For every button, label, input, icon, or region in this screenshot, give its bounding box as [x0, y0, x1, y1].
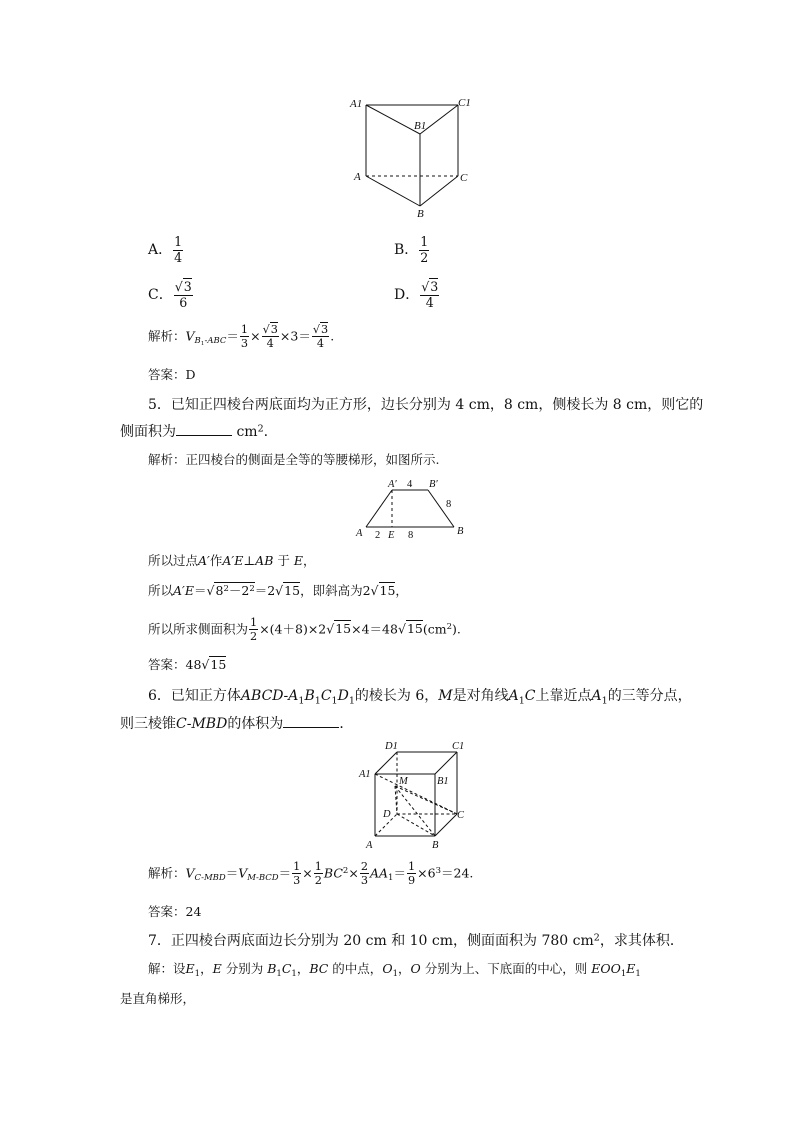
label-A1: A1	[350, 98, 363, 110]
option-d-letter: D．	[394, 287, 420, 304]
q6-answer-value: 24	[185, 904, 202, 919]
option-d: D． $\frac{√3}{4}$	[394, 279, 439, 310]
q5-analysis-label: 解析：	[148, 452, 186, 467]
q5-text-line1: 已知正四棱台两底面均为正方形，边长分别为 4 cm，8 cm，侧棱长为 8 cm，则它的	[170, 397, 704, 413]
q4-answer-label: 答案：	[148, 367, 186, 382]
option-c-denominator: 6	[179, 294, 188, 310]
q5-text-line2b: cm	[232, 424, 258, 440]
q6-question-line2: 则三棱锥C-MBD的体积为 ．	[120, 713, 353, 734]
label-A: A	[354, 171, 361, 183]
label-eight-side: 8	[446, 499, 452, 510]
q5-line3-prefix: 所以所求侧面积为	[148, 621, 249, 637]
label-D: D	[383, 809, 391, 820]
q7-solution-d: 分别为上、下底面的中心，则	[424, 961, 588, 976]
q7-solution-line2-text: 是直角梯形，	[120, 991, 196, 1006]
q7-text: 正四棱台两底面边长分别为 20 cm 和 10 cm，侧面面积为 780 cm	[170, 933, 594, 949]
q7-solution-c: 的中点，	[332, 961, 383, 976]
label-B: B	[417, 208, 424, 220]
q5-question-line2: 侧面积为 $cm^2$.	[120, 421, 268, 442]
q5-question-line1	[148, 395, 703, 415]
q6-number: 6．	[148, 688, 171, 704]
option-a-numerator: 1	[174, 234, 183, 249]
q5-line2-mid: ，即斜高为	[300, 583, 363, 598]
q6-analysis-label: 解析：	[148, 865, 186, 881]
q5-analysis-intro: 正四棱台的侧面是全等的等腰梯形，如图所示.	[185, 452, 440, 467]
label-trap-a: A	[356, 528, 363, 539]
q5-answer-value: 48	[185, 657, 202, 672]
label-e: E	[388, 530, 395, 541]
label-M: M	[399, 776, 408, 787]
q5-answer-label: 答案：	[148, 657, 186, 672]
q6-text-c: 是对角线	[452, 688, 509, 704]
q7-solution-line1: 解：设$E_1$，E 分别为 $B_1C_1$，BC 的中点，$O_1$，O 分别为上、下底面的中心，则 $EOO_1E_1$	[148, 961, 641, 979]
q6-analysis: 解析：$V_{C-MBD}=V_{M-BCD}=$ $\frac{1}{3}$ × $\frac{1}{2}$ $BC^2\times$ $\frac{2}{3}$ $AA_1=$ $\frac{1}{9}$ $\times 6^3=24$.	[148, 860, 474, 888]
q6-text-line2b: 的体积为	[227, 716, 284, 732]
label-A: A	[366, 840, 373, 851]
q5-line1-prefix: 所以过点	[148, 553, 199, 568]
option-b-denominator: 2	[420, 249, 429, 265]
option-b	[394, 236, 430, 264]
label-B: B	[432, 840, 439, 851]
option-c-letter: C．	[148, 287, 173, 304]
q7-question: 7．正四棱台两底面边长分别为 20 cm 和 10 cm，侧面面积为 780 $cm^2$，求其体积．	[148, 932, 684, 949]
q5-line1-suffix: 于	[277, 553, 290, 568]
q7-number: 7．	[148, 933, 171, 949]
label-C1: C1	[452, 741, 465, 752]
q6-text-e: 的三等分点，	[607, 688, 692, 704]
label-four: 4	[407, 479, 413, 490]
label-C1: C1	[458, 97, 471, 109]
q4-analysis: 解析：$V_{B_1-ABC}=$ $\frac{1}{3}$ × $\frac{√3}{4}$ ×3＝ $\frac{√3}{4}$ .	[148, 323, 335, 351]
q5-analysis-line1: 所以过点A′作A′E⊥AB 于 E，	[148, 553, 316, 568]
q7-solution-a: 设	[173, 961, 186, 976]
label-D1: D1	[385, 741, 398, 752]
trapezoid-figure	[350, 474, 480, 544]
q5-analysis	[148, 451, 440, 469]
q6-answer-blank[interactable]	[283, 713, 339, 728]
label-a-prime: A′	[388, 479, 397, 490]
label-two: 2	[375, 530, 381, 541]
q6-answer	[148, 903, 201, 921]
option-d-denominator: 4	[425, 294, 434, 310]
label-eight-bottom: 8	[408, 530, 414, 541]
option-d-numerator: 3	[430, 279, 439, 294]
q5-answer: 答案：48√15	[148, 657, 227, 672]
option-a-letter: A．	[148, 242, 173, 259]
q6-text-d: 上靠近点	[535, 688, 592, 704]
option-a-denominator: 4	[174, 249, 183, 265]
q6-question-line1: 6．已知正方体ABCD-$A_1B_1C_1D_1$的棱长为 6，M是对角线$A_1C$上靠近点$A_1$的三等分点，	[148, 688, 692, 707]
q5-analysis-line3: 所以所求侧面积为 $\frac{1}{2}$ $\times(4+8)\times 2√15\times 4=48√15(cm^2)$.	[148, 616, 461, 644]
label-A1: A1	[359, 769, 371, 780]
label-C: C	[460, 172, 468, 184]
q7-text-end: ，求其体积．	[599, 933, 684, 949]
q5-line2-prefix: 所以	[148, 583, 174, 598]
q7-solution-label: 解：	[148, 961, 174, 976]
q5-analysis-line2: 所以$A'E=√8^2-2^2=2√15$，即斜高为2√15，	[148, 583, 408, 598]
q5-answer-blank[interactable]	[176, 421, 232, 436]
option-b-numerator: 1	[420, 234, 429, 249]
q7-solution-b: 分别为	[225, 961, 264, 976]
q6-answer-label: 答案：	[148, 904, 186, 919]
label-B1: B1	[414, 120, 427, 132]
option-c-numerator: 3	[183, 279, 192, 294]
cube-figure	[355, 736, 475, 854]
label-C: C	[457, 810, 465, 821]
q5-line1-mid: 作	[209, 553, 223, 568]
label-trap-b: B	[457, 526, 464, 537]
q6-text-b: 的棱长为 6，	[354, 688, 439, 704]
q6-text-a: 已知正方体	[170, 688, 241, 704]
q5-text-line2a: 侧面积为	[120, 424, 176, 440]
option-b-letter: B．	[394, 242, 419, 259]
prism-figure	[340, 92, 480, 224]
q5-number: 5．	[148, 397, 171, 413]
q4-answer-value: D	[185, 367, 196, 382]
q6-text-line2a: 则三棱锥	[120, 716, 176, 732]
label-b-prime: B′	[429, 479, 438, 490]
label-B1: B1	[437, 776, 449, 787]
q7-solution-line2	[120, 990, 195, 1008]
q4-answer	[148, 366, 196, 384]
q4-analysis-label: 解析：	[148, 328, 186, 344]
option-c: C． $\frac{√3}{6}$	[148, 279, 192, 310]
option-a	[148, 236, 184, 264]
